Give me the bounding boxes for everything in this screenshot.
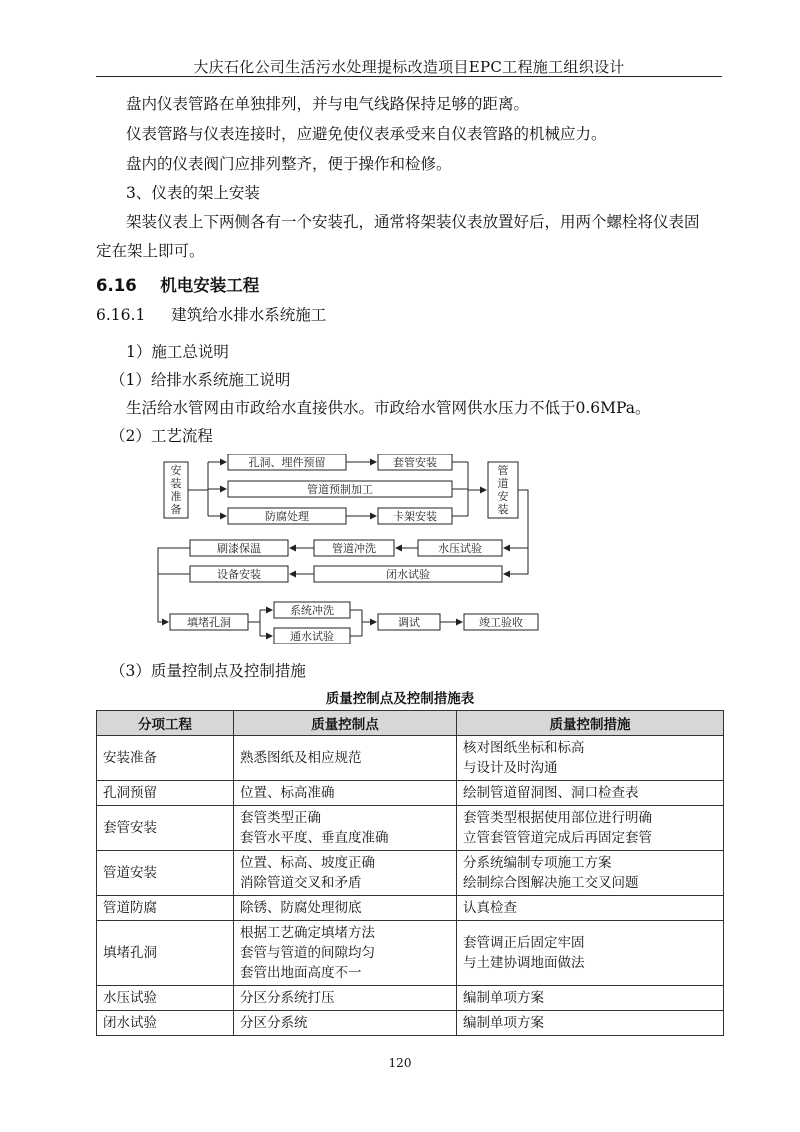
table-cell-line: 与设计及时沟通	[463, 760, 558, 776]
flow-label-system-flush: 系统冲洗	[290, 604, 334, 617]
table-cell-item: 管道安装	[97, 851, 234, 896]
table-header-cell: 质量控制措施	[457, 711, 724, 736]
table-cell-line: 套管类型根据使用部位进行明确	[463, 810, 652, 826]
table-cell-line: 立管套管管道完成后再固定套管	[463, 830, 652, 846]
list-item: （2）工艺流程	[110, 427, 213, 445]
table-cell-line: 位置、标高准确	[240, 785, 335, 801]
table-cell-measures	[457, 1011, 724, 1036]
table-cell-measures	[457, 806, 724, 851]
flow-label-bracket: 卡架安装	[393, 510, 437, 523]
flow-label-anticorrosion: 防腐处理	[265, 510, 309, 523]
flow-label-start: 安装准备	[170, 464, 182, 516]
flow-label-painting: 刷漆保温	[217, 542, 261, 555]
list-item: （1）给排水系统施工说明	[110, 371, 291, 389]
table-cell-line: 绘制综合图解决施工交叉问题	[463, 875, 639, 891]
table-row	[97, 921, 724, 986]
flow-label-flushing: 管道冲洗	[332, 542, 376, 555]
table-cell-points	[234, 806, 457, 851]
table-cell-line: 编制单项方案	[463, 1015, 544, 1031]
table-cell-line: 套管调正后固定牢固	[463, 935, 585, 951]
header-divider	[96, 76, 722, 77]
flow-label-water-test: 通水试验	[290, 630, 334, 643]
flow-label-sleeve: 套管安装	[393, 456, 437, 469]
paragraph: 盘内仪表管路在单独排列，并与电气线路保持足够的距离。	[126, 95, 530, 113]
table-cell-line: 位置、标高、坡度正确	[240, 855, 375, 871]
paragraph: 3、仪表的架上安装	[126, 184, 260, 202]
flow-label-debug: 调试	[398, 616, 420, 629]
table-cell-line: 熟悉图纸及相应规范	[240, 750, 362, 766]
table-cell-line: 分区分系统	[240, 1015, 308, 1031]
table-cell-item: 管道防腐	[97, 896, 234, 921]
table-cell-points	[234, 736, 457, 781]
list-item: 1）施工总说明	[126, 343, 229, 361]
table-cell-measures	[457, 921, 724, 986]
table-cell-measures	[457, 781, 724, 806]
flow-label-prefab: 管道预制加工	[307, 483, 373, 496]
table-cell-line: 分区分系统打压	[240, 990, 335, 1006]
quality-control-table	[96, 710, 724, 1036]
table-cell-line: 套管类型正确	[240, 810, 321, 826]
flow-label-equipment: 设备安装	[217, 568, 261, 581]
table-cell-line: 编制单项方案	[463, 990, 544, 1006]
table-header-row	[97, 711, 724, 736]
table-cell-line: 根据工艺确定填堵方法	[240, 925, 375, 941]
page-number: 120	[388, 1056, 412, 1070]
table-row	[97, 736, 724, 781]
table-cell-item: 安装准备	[97, 736, 234, 781]
table-cell-item: 套管安装	[97, 806, 234, 851]
section-title: 机电安装工程	[160, 276, 260, 295]
subsection-heading	[96, 304, 326, 326]
paragraph: 定在架上即可。	[96, 242, 205, 260]
table-cell-points	[234, 986, 457, 1011]
table-cell-measures	[457, 736, 724, 781]
table-row	[97, 851, 724, 896]
paragraph: 仪表管路与仪表连接时，应避免使仪表承受来自仪表管路的机械应力。	[126, 125, 607, 143]
flow-label-pipe-install: 管道安装	[497, 464, 509, 516]
table-row	[97, 986, 724, 1011]
table-cell-item: 水压试验	[97, 986, 234, 1011]
subsection-number: 6.16.1	[96, 306, 146, 324]
table-title: 质量控制点及控制措施表	[325, 691, 475, 707]
paragraph: 生活给水管网由市政给水直接供水。市政给水管网供水压力不低于0.6MPa。	[126, 399, 651, 417]
table-cell-line: 分系统编制专项施工方案	[463, 855, 612, 871]
table-cell-line: 绘制管道留洞图、洞口检查表	[463, 785, 639, 801]
table-header-cell: 质量控制点	[234, 711, 457, 736]
table-cell-points	[234, 851, 457, 896]
table-cell-measures	[457, 986, 724, 1011]
table-cell-item: 孔洞预留	[97, 781, 234, 806]
table-row	[97, 781, 724, 806]
table-cell-line: 除锈、防腐处理彻底	[240, 900, 362, 916]
table-header-cell: 分项工程	[97, 711, 234, 736]
table-cell-line: 核对图纸坐标和标高	[463, 740, 585, 756]
table-row	[97, 896, 724, 921]
table-cell-item: 闭水试验	[97, 1011, 234, 1036]
table-cell-points	[234, 1011, 457, 1036]
table-cell-line: 套管与管道的间隙均匀	[240, 945, 375, 961]
flow-label-fill-hole: 填堵孔洞	[187, 616, 231, 629]
paragraph: 架装仪表上下两侧各有一个安装孔，通常将架装仪表放置好后，用两个螺栓将仪表固	[126, 213, 700, 231]
list-item: （3）质量控制点及控制措施	[110, 662, 306, 680]
table-cell-line: 认真检查	[463, 900, 517, 916]
table-cell-line: 与土建协调地面做法	[463, 955, 585, 971]
table-cell-item: 填堵孔洞	[97, 921, 234, 986]
section-number: 6.16	[96, 276, 137, 295]
flow-label-acceptance: 竣工验收	[479, 616, 523, 629]
table-cell-line: 套管出地面高度不一	[240, 965, 362, 981]
table-cell-line: 消除管道交叉和矛盾	[240, 875, 362, 891]
table-cell-line: 套管水平度、垂直度准确	[240, 830, 389, 846]
table-cell-points	[234, 896, 457, 921]
table-cell-points	[234, 781, 457, 806]
table-row	[97, 1011, 724, 1036]
page-header-title: 大庆石化公司生活污水处理提标改造项目EPC工程施工组织设计	[193, 58, 625, 76]
flow-label-hole: 孔洞、埋件预留	[248, 456, 326, 469]
table-cell-measures	[457, 896, 724, 921]
flow-label-closed-water: 闭水试验	[386, 568, 430, 581]
flow-label-pressure-test: 水压试验	[438, 542, 482, 555]
table-cell-points	[234, 921, 457, 986]
table-row	[97, 806, 724, 851]
subsection-title: 建筑给水排水系统施工	[171, 306, 327, 324]
table-cell-measures	[457, 851, 724, 896]
process-flowchart	[150, 454, 540, 644]
section-heading	[96, 272, 259, 296]
paragraph: 盘内的仪表阀门应排列整齐，便于操作和检修。	[126, 155, 452, 173]
